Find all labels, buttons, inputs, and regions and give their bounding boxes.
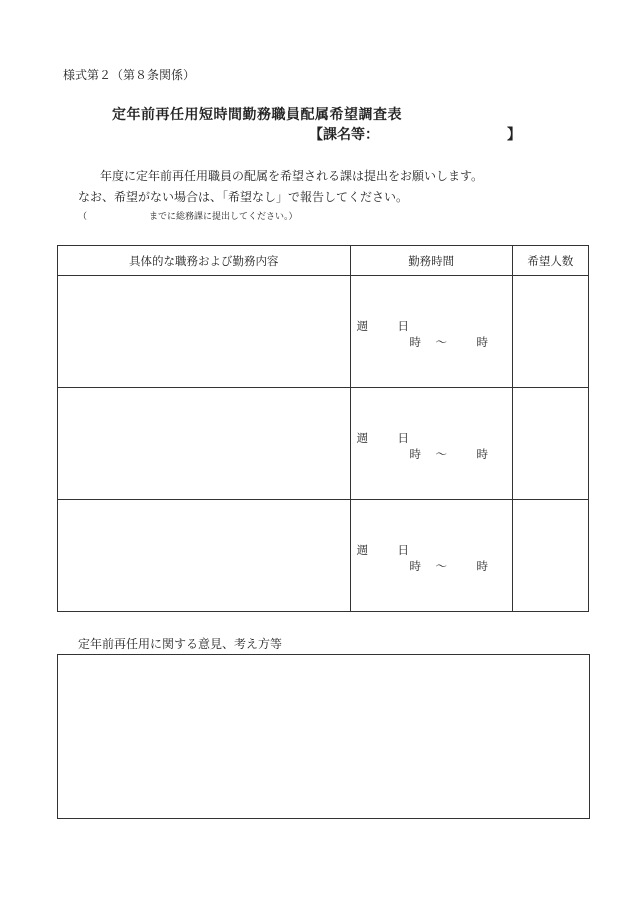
end-hour-label: 時: [476, 559, 489, 573]
table-row: [58, 388, 589, 500]
duties-cell[interactable]: [58, 276, 351, 388]
end-hour-label: 時: [476, 335, 489, 349]
working-hours-cell[interactable]: [350, 388, 512, 500]
day-label: 日: [397, 543, 410, 557]
department-close-bracket: 】: [507, 127, 521, 143]
start-hour-label: 時: [409, 335, 422, 349]
header-requested-count: 希望人数: [512, 246, 588, 276]
opinion-label: 定年前再任用に関する意見、考え方等: [78, 637, 283, 651]
day-label: 日: [397, 319, 410, 333]
requested-count-cell[interactable]: [512, 388, 588, 500]
instruction-line-2: なお、希望がない場合は、「希望なし」で報告してください。: [78, 190, 409, 204]
day-label: 日: [397, 431, 410, 445]
working-hours-cell[interactable]: [350, 500, 512, 612]
working-hours-cell[interactable]: [350, 276, 512, 388]
tilde-label: ～: [435, 559, 448, 573]
end-hour-label: 時: [476, 447, 489, 461]
deadline-open-paren: （: [78, 212, 88, 222]
instruction-deadline: [78, 209, 298, 222]
department-name-field[interactable]: [309, 124, 521, 144]
table-row: [58, 500, 589, 612]
job-request-table: [57, 245, 589, 612]
requested-count-cell[interactable]: [512, 500, 588, 612]
week-label: 週: [356, 431, 369, 445]
duties-cell[interactable]: [58, 500, 351, 612]
table-header-row: [58, 246, 589, 276]
form-number: 様式第２（第８条関係）: [63, 68, 196, 82]
page-title: 定年前再任用短時間勤務職員配属希望調査表: [112, 107, 402, 123]
department-label: 【課名等：: [309, 127, 379, 143]
deadline-text: までに総務課に提出してください。）: [149, 212, 298, 222]
start-hour-label: 時: [409, 447, 422, 461]
requested-count-cell[interactable]: [512, 276, 588, 388]
start-hour-label: 時: [409, 559, 422, 573]
duties-cell[interactable]: [58, 388, 351, 500]
header-working-hours: 勤務時間: [350, 246, 512, 276]
week-label: 週: [356, 319, 369, 333]
opinion-textbox[interactable]: [57, 654, 590, 819]
table-row: [58, 276, 589, 388]
instruction-line-1: 年度に定年前再任用職員の配属を希望される課は提出をお願いします。: [100, 169, 484, 183]
tilde-label: ～: [435, 447, 448, 461]
tilde-label: ～: [435, 335, 448, 349]
header-duties: 具体的な職務および勤務内容: [58, 246, 351, 276]
week-label: 週: [356, 543, 369, 557]
